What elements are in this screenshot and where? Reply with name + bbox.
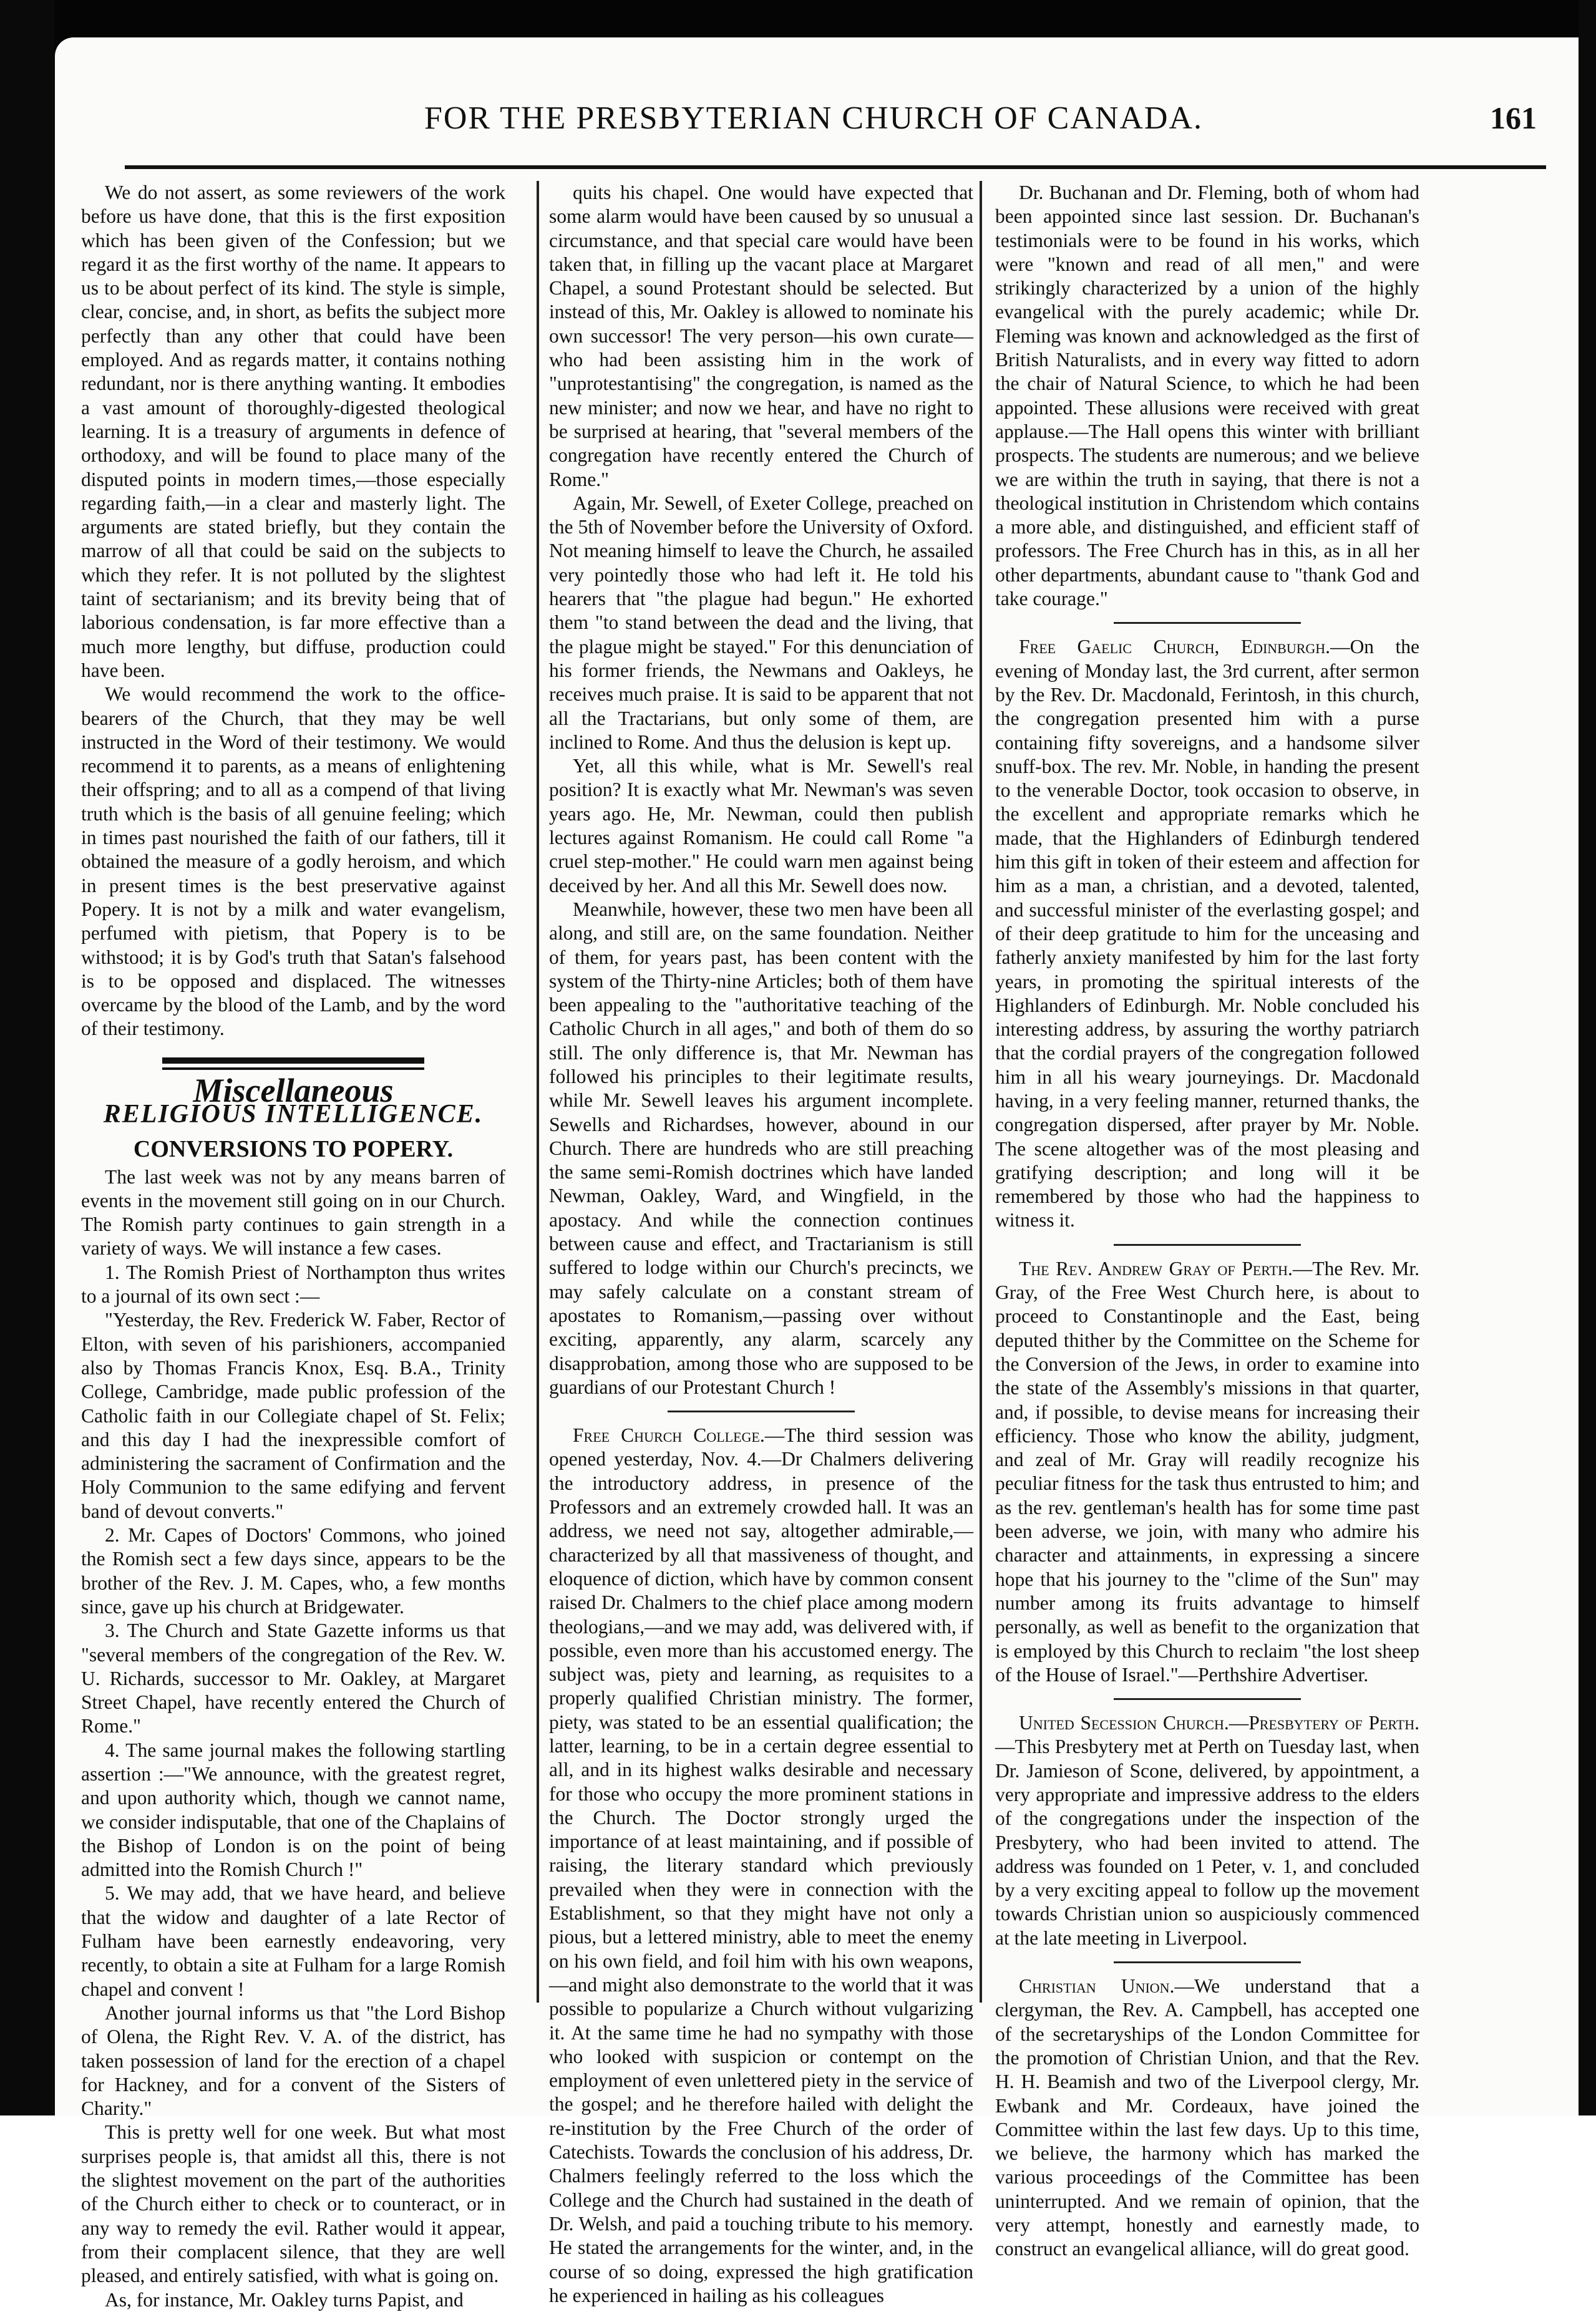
article-paragraph: 5. We may add, that we have heard, and believe that the widow and daughter of a late Rector of Fulham have been earnestly endeavoring, very recently, to obtain a site at Fulham for a large Romish chapel and convent ! [81,1882,505,2000]
section-rule-thick [162,1057,424,1064]
article-paragraph: 4. The same journal makes the following startling assertion :—"We announce, with the greatest regret, and upon authority which, though we cannot name, we consider indisputable, that one of the Chaplains of the Bishop of London is on the point of being admitted into the Romish Church !" [81,1739,505,1881]
news-item-gaelic-church [995,635,1419,1232]
news-item-text: —We understand that a clergyman, the Rev. A. Campbell, has accepted one of the secretaryships of the London Committee for the promotion of Christian Union, and that the Rev. H. H. Beamish and two of the Liverpool clergy, Mr. Ewbank and Mr. Cordeaux, have joined the Committee within the last few days. Up to this time, we believe, the harmony which has marked the various proceedings of the Committee has been uninterrupted. And we remain of opinion, that the very attempt, honestly and earnestly made, to construct an evangelical alliance, will do great good. [995,1975,1419,2260]
news-item-college [549,1424,973,2308]
section-subtitle: RELIGIOUS INTELLIGENCE. [103,1099,484,1129]
article-paragraph: Dr. Buchanan and Dr. Fleming, both of whom had been appointed since last session. Dr. Buchanan's testimonials were to be found in his works, which were "known and read of all men," and were strikingly characterized by a union of the highly evangelical with the purely academic; while Dr. Fleming was known and acknowledged as the first of British Naturalists, and in every way fitted to adorn the chair of Natural Science, to which he had been appointed. These allusions were received with great applause.—The Hall opens this winter with brilliant prospects. The students are numerous; and we believe we are within the truth in saying, that there is not a theological institution in Christendom which contains a more able, and distinguished, and efficient staff of professors. The Free Church has in this, as in all her other departments, abundant cause to "thank God and take courage." [995,182,1419,610]
article-separator [1114,1961,1301,1963]
news-item-christian-union [995,1974,1419,2261]
news-item-text: —The third session was opened yesterday, Nov. 4.—Dr Chalmers delivering the introductory address, in presence of the Professors and an extremely crowded hall. It was an address, we need not say, altogether admirable,—characterized by all that massiveness of thought, and eloquence of diction, which have by common consent raised Dr. Chalmers to the chief place among modern theologians,—and we may add, was delivered with, if possible, even more than his accustomed energy. The subject was, piety and learning, as requisites to a properly qualified Christian ministry. The former, piety, was stated to be an essential qualification; the latter, learning, to be in a certain degree essential to all, and in its highest walks desirable and necessary for those who occupy the more prominent stations in the Church. The Doctor strongly urged the importance of at least maintaining, and if possible of raising, the literary standard which previously prevailed when they were in connection with the Establishment, so that they might have not only a pious, but a lettered ministry, able to meet the enemy on his own field, and foil him with his own weapons,—and might also demonstrate to the world that it was possible to popularize a Church without vulgarizing it. At the same time he had no sympathy with those who looked with suspicion or contempt on the employment of even unlettered piety in the service of the gospel; and he therefore hailed with delight the re-institution by the Free Church of the order of Catechists. Towards the conclusion of his address, Dr. Chalmers feelingly referred to the loss which the College and the Church had sustained in the death of Dr. Welsh, and paid a touching tribute to his memory. He stated the arrangements for the winter, and, in the course of so doing, expressed the high gratification he experienced in hailing as his colleagues [549,1424,973,2306]
news-item-secession [995,1711,1419,1950]
scan-left-border [0,0,55,2115]
news-item-label: Christian Union. [1019,1975,1175,1998]
article-paragraph: 2. Mr. Capes of Doctors' Commons, who joined the Romish sect a few days since, appears to be the brother of the Rev. J. M. Capes, who, a few months since, gave up his church at Bridgewater. [81,1524,505,1618]
article-paragraph: Meanwhile, however, these two men have been all along, and still are, on the same foundation. Neither of them, for years past, has been content with the system of the Thirty-nine Articles; both of them have been appealing to the "authoritative teaching of the Catholic Church in all ages," and both of them do so still. The only difference is, that Mr. Newman has followed his principles to their legitimate results, while Mr. Sewell leaves his argument incomplete. Sewells and Richardses, however, abound in our Church. There are hundreds who are still preaching the same semi-Romish doctrines which have landed Newman, Oakley, Ward, and Wingfield, in the apostacy. And while the connection continues between cause and effect, and Tractarianism is still suffered to lodge within our Church's precincts, we may safely calculate on a constant stream of apostates to Romanism,—passing over without exciting, apparently, any alarm, scarcely any disapprobation, among those who are supposed to be guardians of our Protestant Church ! [549,898,973,1398]
article-separator [1114,1698,1301,1700]
news-item-text: —This Presbytery met at Perth on Tuesday last, when Dr. Jamieson of Scone, delivered, by appointment, a very appropriate and impressive address to the elders of the congregations under the inspection of the Presbytery, who had been invited to attend. The address was founded on 1 Peter, v. 1, and concluded by a very exciting appeal to follow up the movement towards Christian union so auspiciously commenced at the late meeting in Liverpool. [995,1736,1419,1949]
article-paragraph: Yet, all this while, what is Mr. Sewell's real position? It is exactly what Mr. Newman's was seven years ago. He, Mr. Newman, could then publish lectures against Romanism. He could call Rome "a cruel step-mother." He could warn men against being deceived by her. And all this Mr. Sewell does now. [549,755,973,896]
article-separator [1114,622,1301,624]
article-paragraph: "Yesterday, the Rev. Frederick W. Faber, Rector of Elton, with seven of his parishioners, accompanied also by Thomas Francis Knox, Esq. B.A., Trinity College, Cambridge, made public profession of the Catholic faith in our Collegiate chapel of St. Felix; and this day I had the inexpressible comfort of administering the sacrament of Confirmation and the Holy Communion to the same edifying and fervent band of devout converts." [81,1309,505,1522]
article-paragraph: quits his chapel. One would have expected that some alarm would have been caused by so unusual a circumstance, and that special care would have been taken that, in filling up the vacant place at Margaret Chapel, a sound Protestant should be selected. But instead of this, Mr. Oakley is allowed to nominate his own successor! The very person—his own curate—who had been assisting him in the work of "unprotestantising" the congregation, is named as the new minister; and now we hear, and have no right to be surprised at hearing, that "several members of the congregation have recently entered the Church of Rome." [549,182,973,490]
article-paragraph: Another journal informs us that "the Lord Bishop of Olena, the Right Rev. V. A. of the district, has taken possession of land for the erection of a chapel for Hackney, and for a convent of the Sisters of Charity." [81,2001,505,2120]
column-divider-1 [537,181,539,2003]
article-title: CONVERSIONS TO POPERY. [133,1136,454,1163]
news-item-gray [995,1257,1419,1687]
news-item-text: —On the evening of Monday last, the 3rd current, after sermon by the Rev. Dr. Macdonald, Ferintosh, in this church, the congregation presented him with a purse containing fifty sovereigns, and a handsome silver snuff-box. The rev. Mr. Noble, in handing the present to the venerable Doctor, took occasion to observe, in the excellent and appropriate remarks which he made, that the Highlanders of Edinburgh tendered him this gift in token of their esteem and affection for him as a man, a christian, and a devoted, talented, and successful minister of the everlasting gospel; and of their deep gratitude to him for the unceasing and fatherly anxiety manifested by him for the last forty years, in promoting the spiritual interests of the Highlanders of Edinburgh. Mr. Noble concluded his interesting address, by assuring the worthy patriarch that the cordial prayers of the congregation followed him in all his weary journeyings. Dr. Macdonald having, in a very feeling manner, returned thanks, the congregation dispersed, after prayer by Mr. Noble. The scene altogether was of the most pleasing and gratifying description; and long will it be remembered by those who had the happiness to witness it. [995,636,1419,1231]
article-paragraph: As, for instance, Mr. Oakley turns Papist, and [105,2288,464,2311]
page-header: FOR THE PRESBYTERIAN CHURCH OF CANADA. [424,100,1204,136]
column-1 [81,181,505,2312]
article-separator [1114,1244,1301,1246]
news-item-label: The Rev. Andrew Gray of Perth. [1019,1257,1293,1280]
review-paragraph-1: We do not assert, as some reviewers of the work before us have done, that this is the first exposition which has been given of the Confession; but we regard it as the first worthy of the name. It appears to us to be about perfect of its kind. The style is simple, clear, concise, and, in short, as befits the subject more perfectly than any other that could have been employed. And as regards matter, it contains nothing redundant, nor is there anything wanting. It embodies a vast amount of thoroughly-digested theological learning. It is a treasury of arguments in defence of orthodoxy, and will be found to place many of the disputed points in modern times,—those especially regarding faith,—in a clear and masterly light. The arguments are stated briefly, but they contain the marrow of all that could be said on the subjects to which they refer. It is not polluted by the slightest taint of sectarianism; and its brevity being that of laborious condensation, is far more effective than a much more lengthy, but diffuse, production could have been. [81,182,505,681]
news-item-label: Free Gaelic Church, Edinburgh. [1019,636,1331,658]
article-paragraph: 1. The Romish Priest of Northampton thus writes to a journal of its own sect :— [81,1261,505,1308]
article-separator [668,1411,855,1412]
scan-right-border [1579,0,1596,2115]
header-rule [125,165,1546,169]
article-paragraph: Again, Mr. Sewell, of Exeter College, preached on the 5th of November before the University of Oxford. Not meaning himself to leave the Church, he assailed very pointedly those who had left it. He told his hearers that "the plague had begun." He exhorted them "to stand between the dead and the living, that the plague might be stayed." For this denunciation of his former friends, the Newmans and Oakleys, he receives much praise. It is said to be apparent that not all the Tractarians, but only some of them, are inclined to Rome. And thus the delusion is kept up. [549,492,973,753]
article-paragraph: The last week was not by any means barren of events in the movement still going on in our Church. The Romish party continues to gain strength in a variety of ways. We will instance a few cases. [81,1165,505,1260]
section-title: Miscellaneous [193,1071,394,1109]
review-paragraph-2: We would recommend the work to the office-bearers of the Church, that they may be well instructed in the Word of their testimony. We would recommend it to parents, as a means of enlightening their offspring; and to all as a compend of that living truth which is the basis of all genuine feeling; which in times past nourished the faith of our fathers, till it obtained the measure of a godly heroism, and which in present times is the best preservative against Popery. It is not by a milk and water evangelism, perfumed with pietism, that Popery is to be withstood; it is by God's truth that Satan's falsehood is to be opposed and displaced. The witnesses overcame by the blood of the Lamb, and by the word of their testimony. [81,683,505,1040]
column-divider-2 [980,181,982,2003]
column-2 [549,181,973,2308]
page-number: 161 [1490,100,1537,135]
news-item-text: —The Rev. Mr. Gray, of the Free West Church here, is about to proceed to Constantinople and the East, being deputed thither by the Committee on the Scheme for the Conversion of the Jews, in order to examine into the state of the Assembly's missions in that quarter, and, if possible, to devise means for increasing their efficiency. Those who know the ability, judgment, and zeal of Mr. Gray will readily recognize his peculiar fitness for the task thus entrusted to him; and as the rev. gentleman's health has for some time past been adverse, we join, with many who admire his character and attainments, in expressing a sincere hope that his journey to the "clime of the Sun" may number among its fruits advantage to himself personally, as well as benefit to the organization that is employed by this Church to reclaim "the lost sheep of the House of Israel."—Perthshire Advertiser. [995,1257,1419,1686]
section-rule-thin [162,1067,424,1070]
news-item-label: Free Church College. [573,1424,765,1447]
column-3 [995,181,1419,2261]
news-item-label: United Secession Church.—Presbytery of Perth. [1019,1712,1419,1734]
article-paragraph: This is pretty well for one week. But what most surprises people is, that amidst all this, there is not the slightest movement on the part of the authorities of the Church either to check or to counteract, or in any way to remedy the evil. Rather would it appear, from their complacent silence, that they are well pleased, and entirely satisfied, with what is going on. [81,2121,505,2287]
article-paragraph: 3. The Church and State Gazette informs us that "several members of the congregation of the Rev. W. U. Richards, successor to Mr. Oakley, at Margaret Street Chapel, have recently entered the Church of Rome." [81,1620,505,1737]
